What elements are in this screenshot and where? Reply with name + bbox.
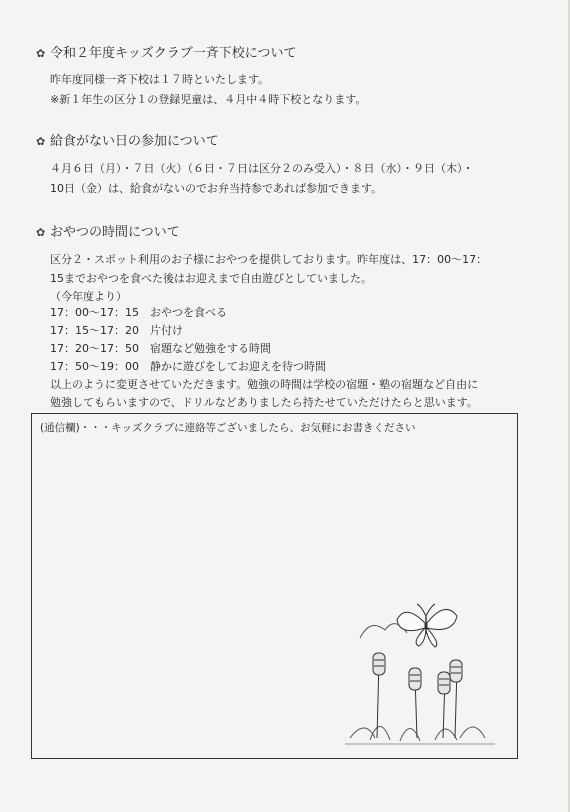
schedule-line: 17：50〜19：00 静かに遊びをしてお迎えを待つ時間 [50, 360, 326, 373]
body-line: 10日（金）は、給食がないのでお弁当持参であれば参加できます。 [50, 182, 383, 195]
heading-text: おやつの時間について [50, 225, 180, 240]
body-line: ※新１年生の区分１の登録児童は、４月中４時下校となります。 [50, 93, 367, 106]
body-line: （今年度より） [50, 290, 127, 303]
body-line: 昨年度同様一斉下校は１７時といたします。 [50, 73, 270, 86]
body-line: 15までおやつを食べた後はお迎えまで自由遊びとしていました。 [50, 272, 372, 285]
heading-text: 令和２年度キッズクラブ一斉下校について [50, 46, 297, 61]
heading-text: 給食がない日の参加について [50, 134, 219, 149]
schedule-line: 17：20〜17：50 宿題など勉強をする時間 [50, 342, 271, 355]
section-heading [36, 133, 219, 151]
section-dismissal [36, 45, 296, 63]
section-heading [36, 224, 180, 242]
section-no-lunch [36, 133, 219, 151]
schedule-line: 17：15〜17：20 片付け [50, 324, 183, 337]
butterfly-horsetail-illustration [345, 598, 495, 748]
flower-bullet-icon: ✿ [36, 226, 46, 239]
body-line: 区分２・スポット利用のお子様におやつを提供しております。昨年度は、17：00〜17： [50, 253, 488, 266]
section-snack-time [36, 224, 180, 242]
schedule-line: 17：00〜17：15 おやつを食べる [50, 306, 227, 319]
body-line: 勉強してもらいますので、ドリルなどありましたら持たせていただけたらと思います。 [50, 396, 478, 409]
body-line: ４月６日（月）・７日（火）（６日・７日は区分２のみ受入）・８日（水）・９日（木）・ [50, 162, 474, 175]
flower-bullet-icon: ✿ [36, 47, 46, 60]
memo-label: (通信欄)・・・キッズクラブに連絡等ございましたら、お気軽にお書きください [40, 422, 416, 434]
body-line: 以上のように変更させていただきます。勉強の時間は学校の宿題・塾の宿題など自由に [50, 378, 479, 391]
flower-bullet-icon: ✿ [36, 135, 46, 148]
section-heading [36, 45, 296, 63]
